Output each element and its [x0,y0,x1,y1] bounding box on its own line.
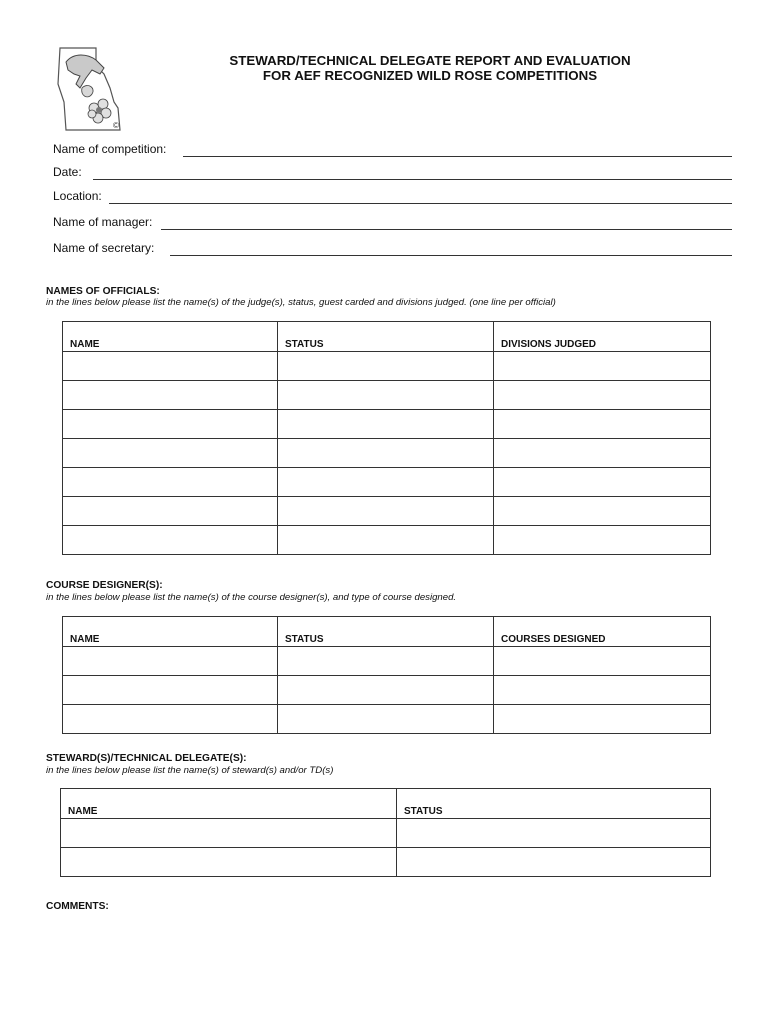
field-line[interactable] [161,229,732,230]
table-row [61,819,711,848]
field-label: Location: [53,189,102,203]
table-header-row [61,789,711,819]
field-line[interactable] [183,156,732,157]
table-cell[interactable] [278,526,494,555]
table-cell[interactable] [494,705,711,734]
table-cell[interactable] [494,647,711,676]
title-line-1: STEWARD/TECHNICAL DELEGATE REPORT AND EVALUATION [229,53,631,68]
report-title [150,53,710,83]
table-cell[interactable] [494,381,711,410]
table-cell[interactable] [494,468,711,497]
table-row [63,468,711,497]
stewards-section-title: STEWARD(S)/TECHNICAL DELEGATE(S): [46,753,247,764]
table-header-row [63,617,711,647]
column-header-name: NAME [61,789,397,819]
table-cell[interactable] [63,676,278,705]
table-cell[interactable] [63,497,278,526]
table-cell[interactable] [63,439,278,468]
table-cell[interactable] [278,439,494,468]
copyright-mark: © [113,121,119,130]
table-header-row [63,322,711,352]
stewards-table [60,788,711,877]
column-header-divisions-judged: DIVISIONS JUDGED [494,322,711,352]
table-cell[interactable] [278,352,494,381]
field-line[interactable] [170,255,732,256]
table-row [63,647,711,676]
comments-section-title: COMMENTS: [46,901,109,912]
table-cell[interactable] [63,705,278,734]
table-row [63,497,711,526]
column-header-status: STATUS [278,322,494,352]
field-line[interactable] [109,203,732,204]
table-cell[interactable] [278,381,494,410]
secretary-name-field[interactable] [53,241,732,257]
designers-section-note: in the lines below please list the name(s) of the course designer(s), and type of course designed. [46,592,457,603]
column-header-status: STATUS [278,617,494,647]
column-header-courses-designed: COURSES DESIGNED [494,617,711,647]
table-cell[interactable] [278,497,494,526]
table-cell[interactable] [278,705,494,734]
table-row [61,848,711,877]
field-label: Name of manager: [53,215,153,229]
table-row [63,352,711,381]
table-cell[interactable] [63,526,278,555]
date-field[interactable] [53,165,732,181]
table-cell[interactable] [63,352,278,381]
field-label: Name of competition: [53,142,167,156]
field-line[interactable] [93,179,732,180]
table-row [63,676,711,705]
designers-section-title: COURSE DESIGNER(S): [46,580,163,591]
table-cell[interactable] [278,410,494,439]
table-cell[interactable] [494,676,711,705]
table-cell[interactable] [494,352,711,381]
title-line-2: FOR AEF RECOGNIZED WILD ROSE COMPETITIONS [262,68,598,83]
location-field[interactable] [53,189,732,205]
table-cell[interactable] [61,848,397,877]
officials-section-note: in the lines below please list the name(s) of the judge(s), status, guest carded and divisions judged. (one line per official) [46,297,556,308]
column-header-status: STATUS [397,789,711,819]
table-row [63,439,711,468]
table-cell[interactable] [278,676,494,705]
officials-table [62,321,711,555]
table-cell[interactable] [278,468,494,497]
aef-logo [52,44,132,134]
field-label: Date: [53,165,82,179]
table-cell[interactable] [278,647,494,676]
table-cell[interactable] [494,410,711,439]
table-cell[interactable] [397,819,711,848]
table-cell[interactable] [61,819,397,848]
table-cell[interactable] [494,439,711,468]
officials-section-title: NAMES OF OFFICIALS: [46,286,160,297]
table-cell[interactable] [63,381,278,410]
table-cell[interactable] [63,647,278,676]
column-header-name: NAME [63,322,278,352]
field-label: Name of secretary: [53,241,155,255]
table-row [63,381,711,410]
stewards-section-note: in the lines below please list the name(s) of steward(s) and/or TD(s) [46,765,334,776]
table-cell[interactable] [494,497,711,526]
manager-name-field[interactable] [53,215,732,231]
table-cell[interactable] [397,848,711,877]
table-cell[interactable] [63,468,278,497]
column-header-name: NAME [63,617,278,647]
table-row [63,526,711,555]
table-row [63,705,711,734]
competition-name-field[interactable] [53,142,732,158]
table-cell[interactable] [63,410,278,439]
table-row [63,410,711,439]
designers-table [62,616,711,734]
table-cell[interactable] [494,526,711,555]
